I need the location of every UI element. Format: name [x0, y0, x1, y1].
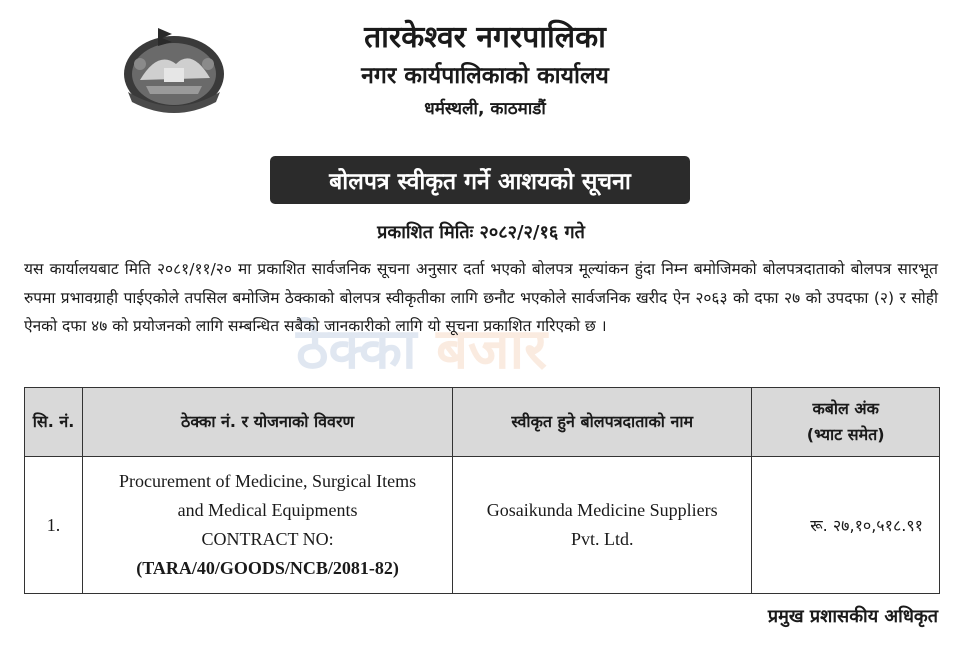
- desc-line-3: CONTRACT NO:: [201, 529, 334, 549]
- bid-table: [24, 387, 940, 594]
- municipality-emblem: [118, 20, 230, 120]
- bidder-line-2: Pvt. Ltd.: [570, 529, 634, 549]
- published-date: प्रकाशित मितिः २०८२/२/१६ गते: [377, 222, 585, 243]
- contract-number: (TARA/40/GOODS/NCB/2081-82): [136, 558, 399, 578]
- watermark-part-1: ठेक्का: [296, 317, 417, 382]
- signatory-title: प्रमुख प्रशासकीय अधिकृत: [767, 606, 938, 627]
- municipality-name: तारकेश्वर नगरपालिका: [364, 20, 606, 55]
- bidder-line-1: Gosaikunda Medicine Suppliers: [486, 500, 718, 520]
- cell-sn: 1.: [25, 457, 83, 594]
- table-header-row: [25, 388, 940, 457]
- header-amount-line2: (भ्याट समेत): [806, 425, 885, 444]
- header-amount-line1: कबोल अंक: [812, 399, 879, 418]
- notice-title-banner: बोलपत्र स्वीकृत गर्ने आशयको सूचना: [270, 156, 690, 204]
- desc-line-1: Procurement of Medicine, Surgical Items: [119, 471, 417, 491]
- header-description: ठेक्का नं. र योजनाको विवरण: [83, 388, 453, 457]
- letterhead: [250, 18, 720, 124]
- header-sn: सि. नं.: [25, 388, 83, 457]
- watermark-part-2: बजार: [436, 317, 548, 382]
- office-location: धर्मस्थली, काठमाडौं: [424, 99, 546, 119]
- header-bidder: स्वीकृत हुने बोलपत्रदाताको नाम: [453, 388, 752, 457]
- cell-amount: रू. २७,१०,५१८.९१: [752, 457, 940, 594]
- emblem-seal-icon: [118, 20, 230, 120]
- cell-bidder: [453, 457, 752, 594]
- cell-description: [83, 457, 453, 594]
- office-name: नगर कार्यपालिकाको कार्यालय: [361, 63, 609, 89]
- desc-line-2: and Medical Equipments: [177, 500, 358, 520]
- table-row: [25, 457, 940, 594]
- header-amount: [752, 388, 940, 457]
- notice-body: यस कार्यालयबाट मिति २०८१/११/२० मा प्रकाशित सार्वजनिक सूचना अनुसार दर्ता भएको बोलपत्र मूल्यांकन हुंदा निम्न बमोजिमको बोलपत्रदाताको बोलपत्र सारभूत रुपमा प्रभावग्राही पाईएकोले तपसिल बमोजिम ठेक्काको बोलपत्र स्वीकृतीका लागि छनौट भएकोले सार्वजनिक खरीद ऐन २०६३ को दफा २७ को उपदफा (२) र सोही ऐनको दफा ४७ को प्रयोजनको लागि सम्बन्धित सबैको जानकारीको लागि यो सूचना प्रकाशित गरिएको छ ।: [24, 260, 938, 335]
